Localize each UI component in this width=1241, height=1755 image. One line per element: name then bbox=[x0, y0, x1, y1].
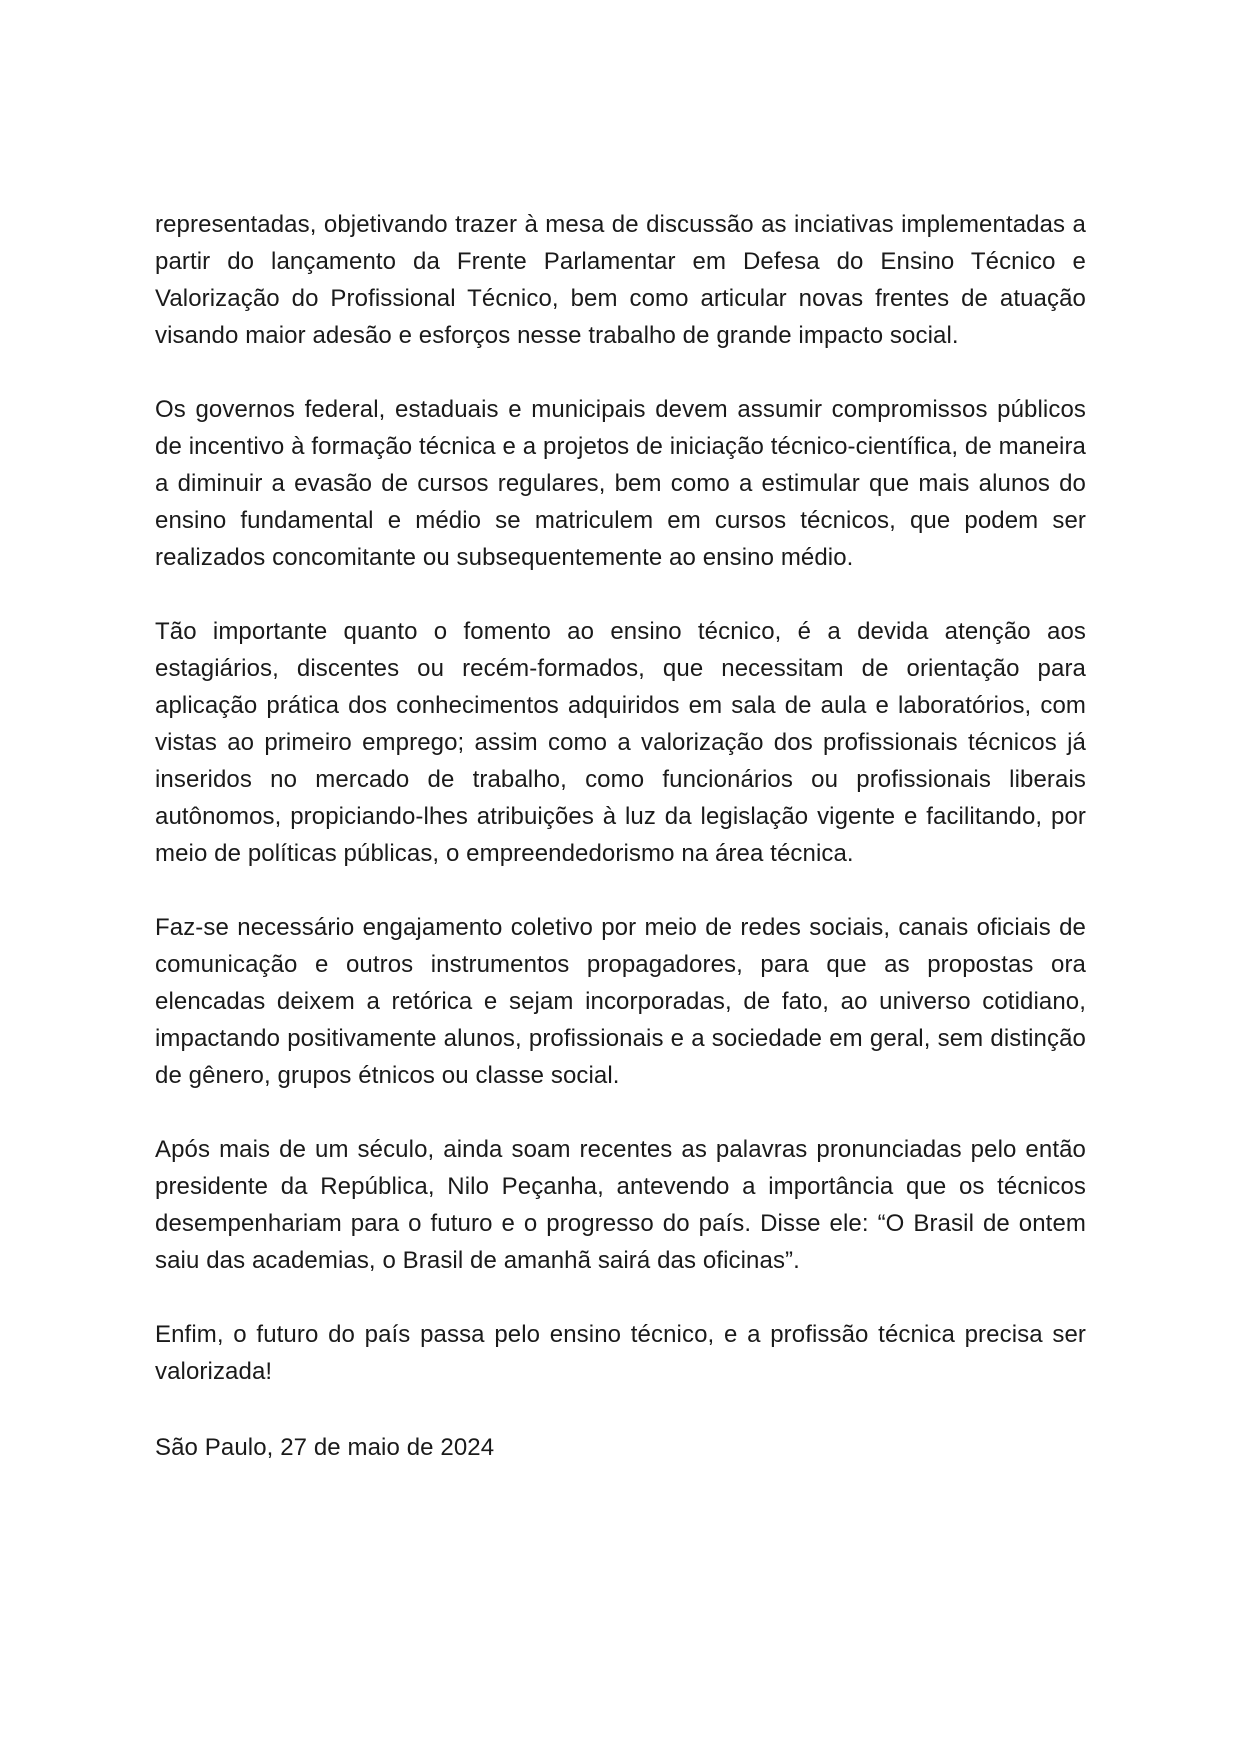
paragraph-2: Os governos federal, estaduais e municipais devem assumir compromissos públicos de incentivo à formação técnica e a projetos de iniciação técnico-científica, de maneira a diminuir a evasão de cursos regulares, bem como a estimular que mais alunos do ensino fundamental e médio se matriculem em cursos técnicos, que podem ser realizados concomitante ou subsequentemente ao ensino médio. bbox=[155, 396, 1086, 571]
paragraph-4: Faz-se necessário engajamento coletivo por meio de redes sociais, canais oficiais de comunicação e outros instrumentos propagadores, para que as propostas ora elencadas deixem a retórica e sejam incorporadas, de fato, ao universo cotidiano, impactando positivamente alunos, profissionais e a sociedade em geral, sem distinção de gênero, grupos étnicos ou classe social. bbox=[155, 914, 1086, 1089]
paragraph-5: Após mais de um século, ainda soam recentes as palavras pronunciadas pelo então presidente da República, Nilo Peçanha, antevendo a importância que os técnicos desempenhariam para o futuro e o progresso do país. Disse ele: “O Brasil de ontem saiu das academias, o Brasil de amanhã sairá das oficinas”. bbox=[155, 1136, 1086, 1274]
paragraph-3: Tão importante quanto o fomento ao ensino técnico, é a devida atenção aos estagiários, discentes ou recém-formados, que necessitam de orientação para aplicação prática dos conhecimentos adquiridos em sala de aula e laboratórios, com vistas ao primeiro emprego; assim como a valorização dos profissionais técnicos já inseridos no mercado de trabalho, como funcionários ou profissionais liberais autônomos, propiciando-lhes atribuições à luz da legislação vigente e facilitando, por meio de políticas públicas, o empreendedorismo na área técnica. bbox=[155, 618, 1086, 867]
paragraph-6: Enfim, o futuro do país passa pelo ensino técnico, e a profissão técnica precisa ser valorizada! bbox=[155, 1321, 1086, 1385]
document-body bbox=[155, 206, 1086, 1466]
dateline: São Paulo, 27 de maio de 2024 bbox=[155, 1434, 495, 1461]
paragraph-1: representadas, objetivando trazer à mesa de discussão as inciativas implementadas a partir do lançamento da Frente Parlamentar em Defesa do Ensino Técnico e Valorização do Profissional Técnico, bem como articular novas frentes de atuação visando maior adesão e esforços nesse trabalho de grande impacto social. bbox=[155, 211, 1086, 349]
